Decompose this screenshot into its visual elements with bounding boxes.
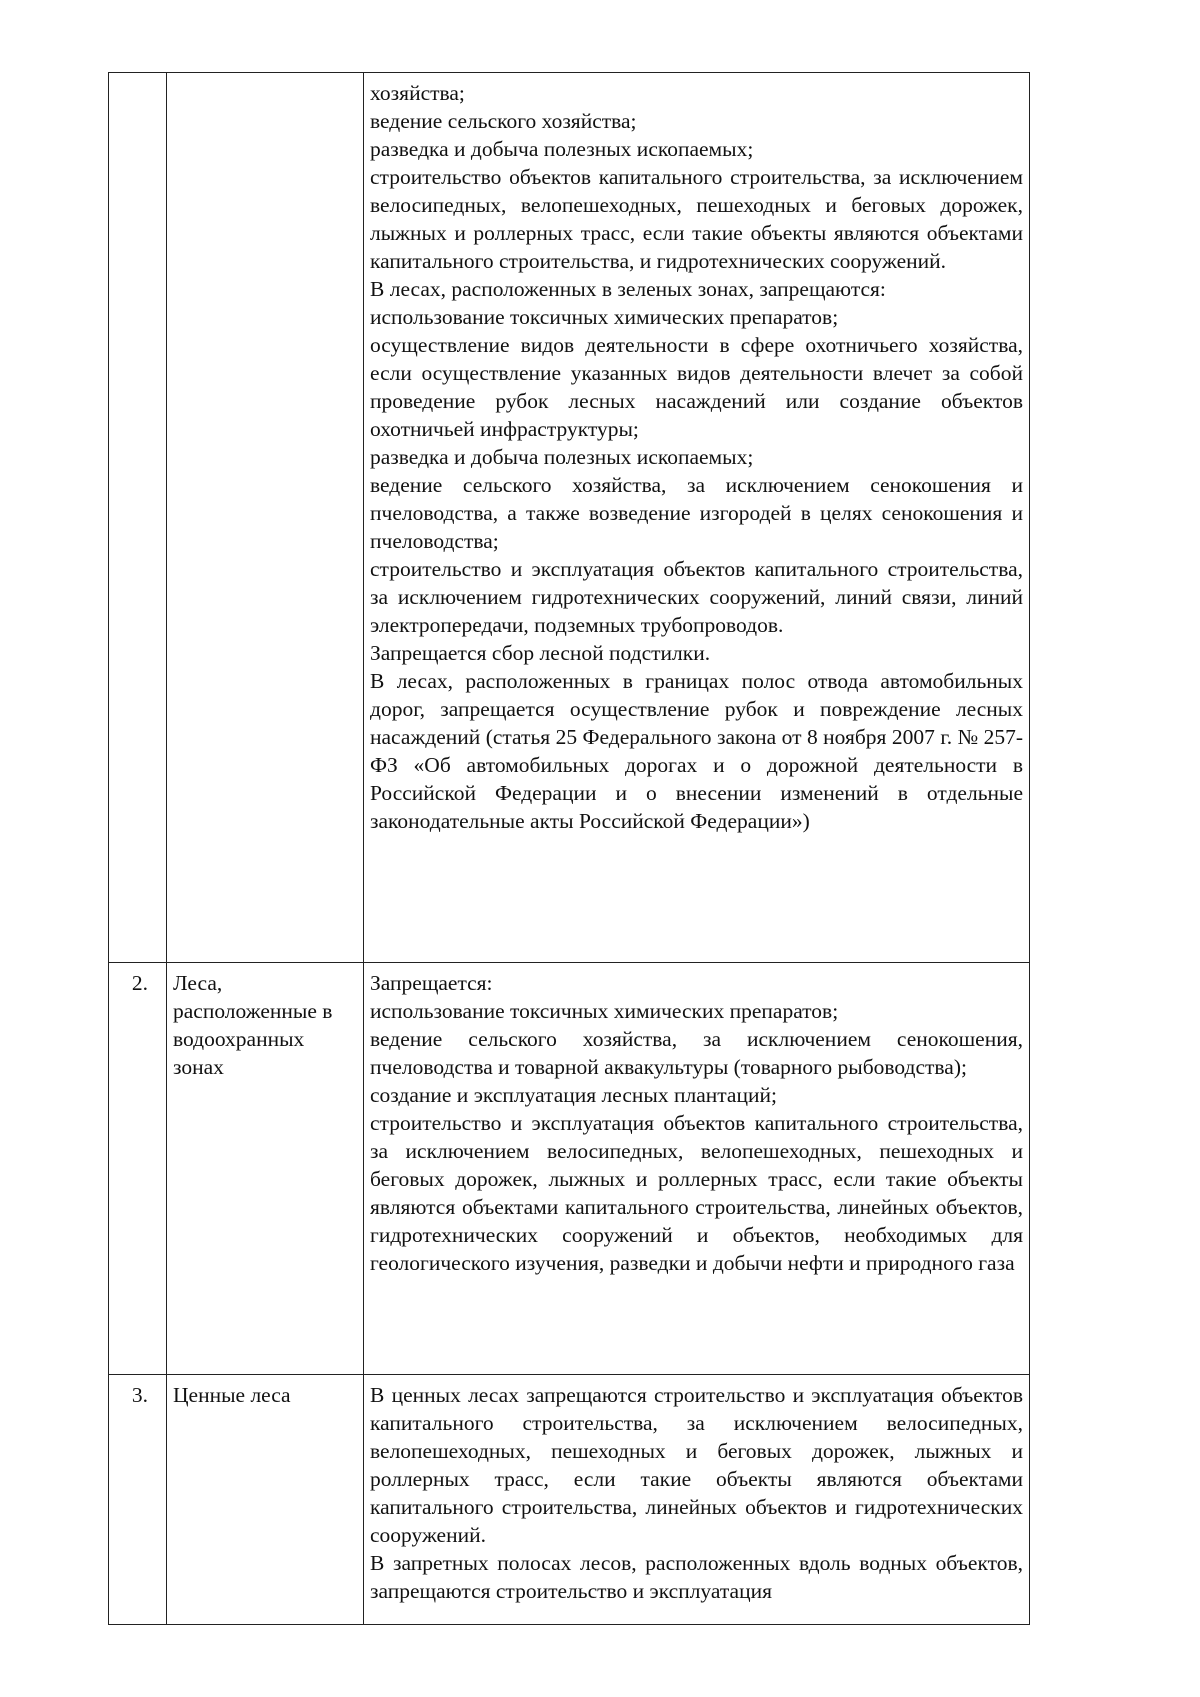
paragraph: В лесах, расположенных в границах полос отвода автомобильных дорог, запрещается осуществление рубок и повреждение лесных насаждений (статья 25 Федерального закона от 8 ноября 2007 г. № 257-ФЗ «Об автомобильных дорогах и о дорожной деятельности в Российской Федерации и о внесении изменений в отдельные законодательные акты Российской Федерации»)	[370, 669, 1023, 833]
category-line: зонах	[173, 1055, 224, 1079]
paragraph: строительство и эксплуатация объектов капитального строительства, за исключением велосипедных, велопешеходных, пешеходных и беговых дорожек, лыжных и роллерных трасс, если такие объекты являются объектами капитального строительства, линейных объектов, гидротехнических сооружений и объектов, необходимых для геологического изучения, разведки и добычи нефти и природного газа	[370, 1111, 1023, 1275]
paragraph: использование токсичных химических препаратов;	[370, 999, 839, 1023]
paragraph: ведение сельского хозяйства, за исключением сенокошения и пчеловодства, а также возведение изгородей в целях сенокошения и пчеловодства;	[370, 473, 1023, 553]
paragraph: В лесах, расположенных в зеленых зонах, запрещаются:	[370, 277, 886, 301]
forest-restrictions-table	[108, 72, 1030, 1625]
paragraph: разведка и добыча полезных ископаемых;	[370, 137, 754, 161]
table-row	[109, 963, 1030, 1375]
paragraph: разведка и добыча полезных ископаемых;	[370, 445, 754, 469]
paragraph: строительство и эксплуатация объектов капитального строительства, за исключением гидротехнических сооружений, линий связи, линий электропередачи, подземных трубопроводов.	[370, 557, 1023, 637]
row-number: 3.	[109, 1375, 167, 1625]
forest-category	[167, 963, 364, 1375]
paragraph: ведение сельского хозяйства, за исключением сенокошения, пчеловодства и товарной аквакультуры (товарного рыбоводства);	[370, 1027, 1023, 1079]
table-row	[109, 1375, 1030, 1625]
category-line: Леса,	[173, 971, 223, 995]
category-line: Ценные леса	[173, 1383, 291, 1407]
category-line: расположенные в	[173, 999, 333, 1023]
restrictions-text	[364, 1375, 1030, 1625]
category-line: водоохранных	[173, 1027, 305, 1051]
paragraph: создание и эксплуатация лесных плантаций;	[370, 1083, 777, 1107]
restrictions-text	[364, 73, 1030, 963]
paragraph: использование токсичных химических препаратов;	[370, 305, 839, 329]
paragraph: Запрещается:	[370, 971, 493, 995]
table-row	[109, 73, 1030, 963]
paragraph: В ценных лесах запрещаются строительство и эксплуатация объектов капитального строительства, за исключением велосипедных, велопешеходных, пешеходных и беговых дорожек, лыжных и роллерных трасс, если такие объекты являются объектами капитального строительства, линейных объектов и гидротехнических сооружений.	[370, 1383, 1023, 1547]
row-number: 2.	[109, 963, 167, 1375]
paragraph: осуществление видов деятельности в сфере охотничьего хозяйства, если осуществление указанных видов деятельности влечет за собой проведение рубок лесных насаждений или создание объектов охотничьей инфраструктуры;	[370, 333, 1023, 441]
forest-category	[167, 73, 364, 963]
restrictions-text	[364, 963, 1030, 1375]
paragraph: В запретных полосах лесов, расположенных вдоль водных объектов, запрещаются строительство и эксплуатация	[370, 1551, 1023, 1603]
paragraph: хозяйства;	[370, 81, 465, 105]
forest-category	[167, 1375, 364, 1625]
paragraph: строительство объектов капитального строительства, за исключением велосипедных, велопешеходных, пешеходных и беговых дорожек, лыжных и роллерных трасс, если такие объекты являются объектами капитального строительства, и гидротехнических сооружений.	[370, 165, 1023, 273]
paragraph: Запрещается сбор лесной подстилки.	[370, 641, 711, 665]
row-number	[109, 73, 167, 963]
paragraph: ведение сельского хозяйства;	[370, 109, 637, 133]
